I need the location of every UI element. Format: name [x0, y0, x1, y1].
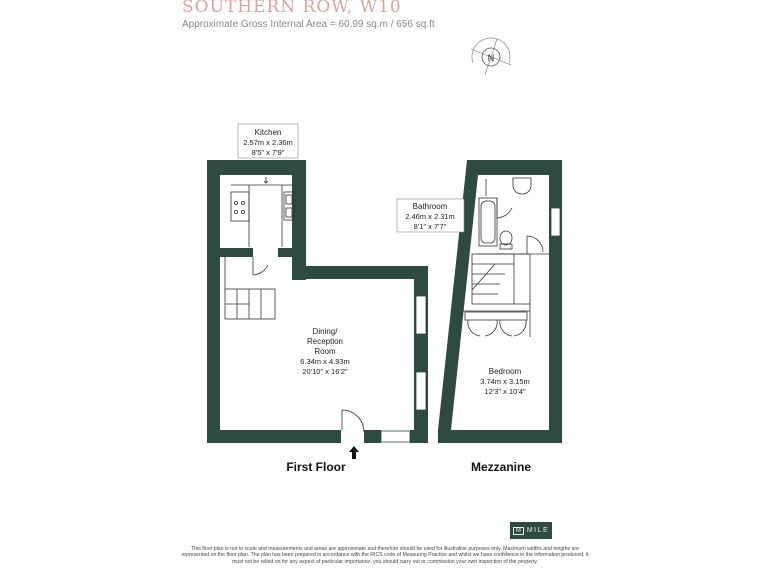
bathroom-imperial: 8'1" x 7'7" [413, 222, 447, 231]
kitchen-metric: 2.57m x 2.36m [243, 138, 293, 147]
entrance-door [342, 410, 364, 432]
logo-text: MILE [526, 527, 550, 534]
bathroom-fittings [478, 178, 549, 254]
kitchen-fittings [231, 177, 294, 247]
first-floor-label: First Floor [286, 460, 346, 474]
bedroom-wardrobe [462, 304, 530, 337]
dining-imperial: 20'10" x 16'2" [302, 367, 348, 376]
compass-north-label: N [487, 53, 495, 63]
mezzanine-stairs [472, 254, 530, 304]
mezzanine-label: Mezzanine [470, 460, 532, 474]
dining-name-line1: Dining/ [312, 327, 338, 336]
entrance-arrow-icon [349, 446, 359, 459]
bedroom-imperial: 12'3" x 10'4" [484, 387, 526, 396]
kitchen-name: Kitchen [254, 128, 282, 137]
bathroom-name: Bathroom [412, 202, 448, 211]
dining-name-line2: Reception [306, 337, 344, 346]
mezzanine-windows [551, 208, 560, 236]
dining-name-line3: Room [314, 347, 336, 356]
gross-area-subtitle: Approximate Gross Internal Area = 60.99 sq.m / 656 sq.ft [182, 19, 435, 30]
compass-icon [471, 38, 511, 75]
kitchen-imperial: 8'5" x 7'9" [251, 148, 285, 157]
logo-mark: M [513, 527, 524, 535]
disclaimer-text: This floor plan is not to scale and measurements and areas are approximate and therefore should be used for illustrative purposes only. Maximum widths and lengths are represented on the floor plan. The plan has been prepared in accordance with the RICS code of Measuring Practice and whilst we have confidence in the information produced, it must not be relied on for any aspect of particular importance, you should carry out or commission your own inspection of the property. [181, 546, 589, 565]
property-title: SOUTHERN ROW, W10 [182, 0, 402, 17]
first-floor-walls [207, 160, 428, 443]
first-floor-stairs [225, 257, 275, 319]
bedroom-metric: 3.74m x 3.15m [480, 377, 530, 386]
dining-metric: 6.34m x 4.93m [300, 357, 350, 366]
bathroom-metric: 2.46m x 2.31m [405, 212, 455, 221]
agent-logo [510, 522, 552, 539]
bedroom-name: Bedroom [488, 367, 522, 376]
